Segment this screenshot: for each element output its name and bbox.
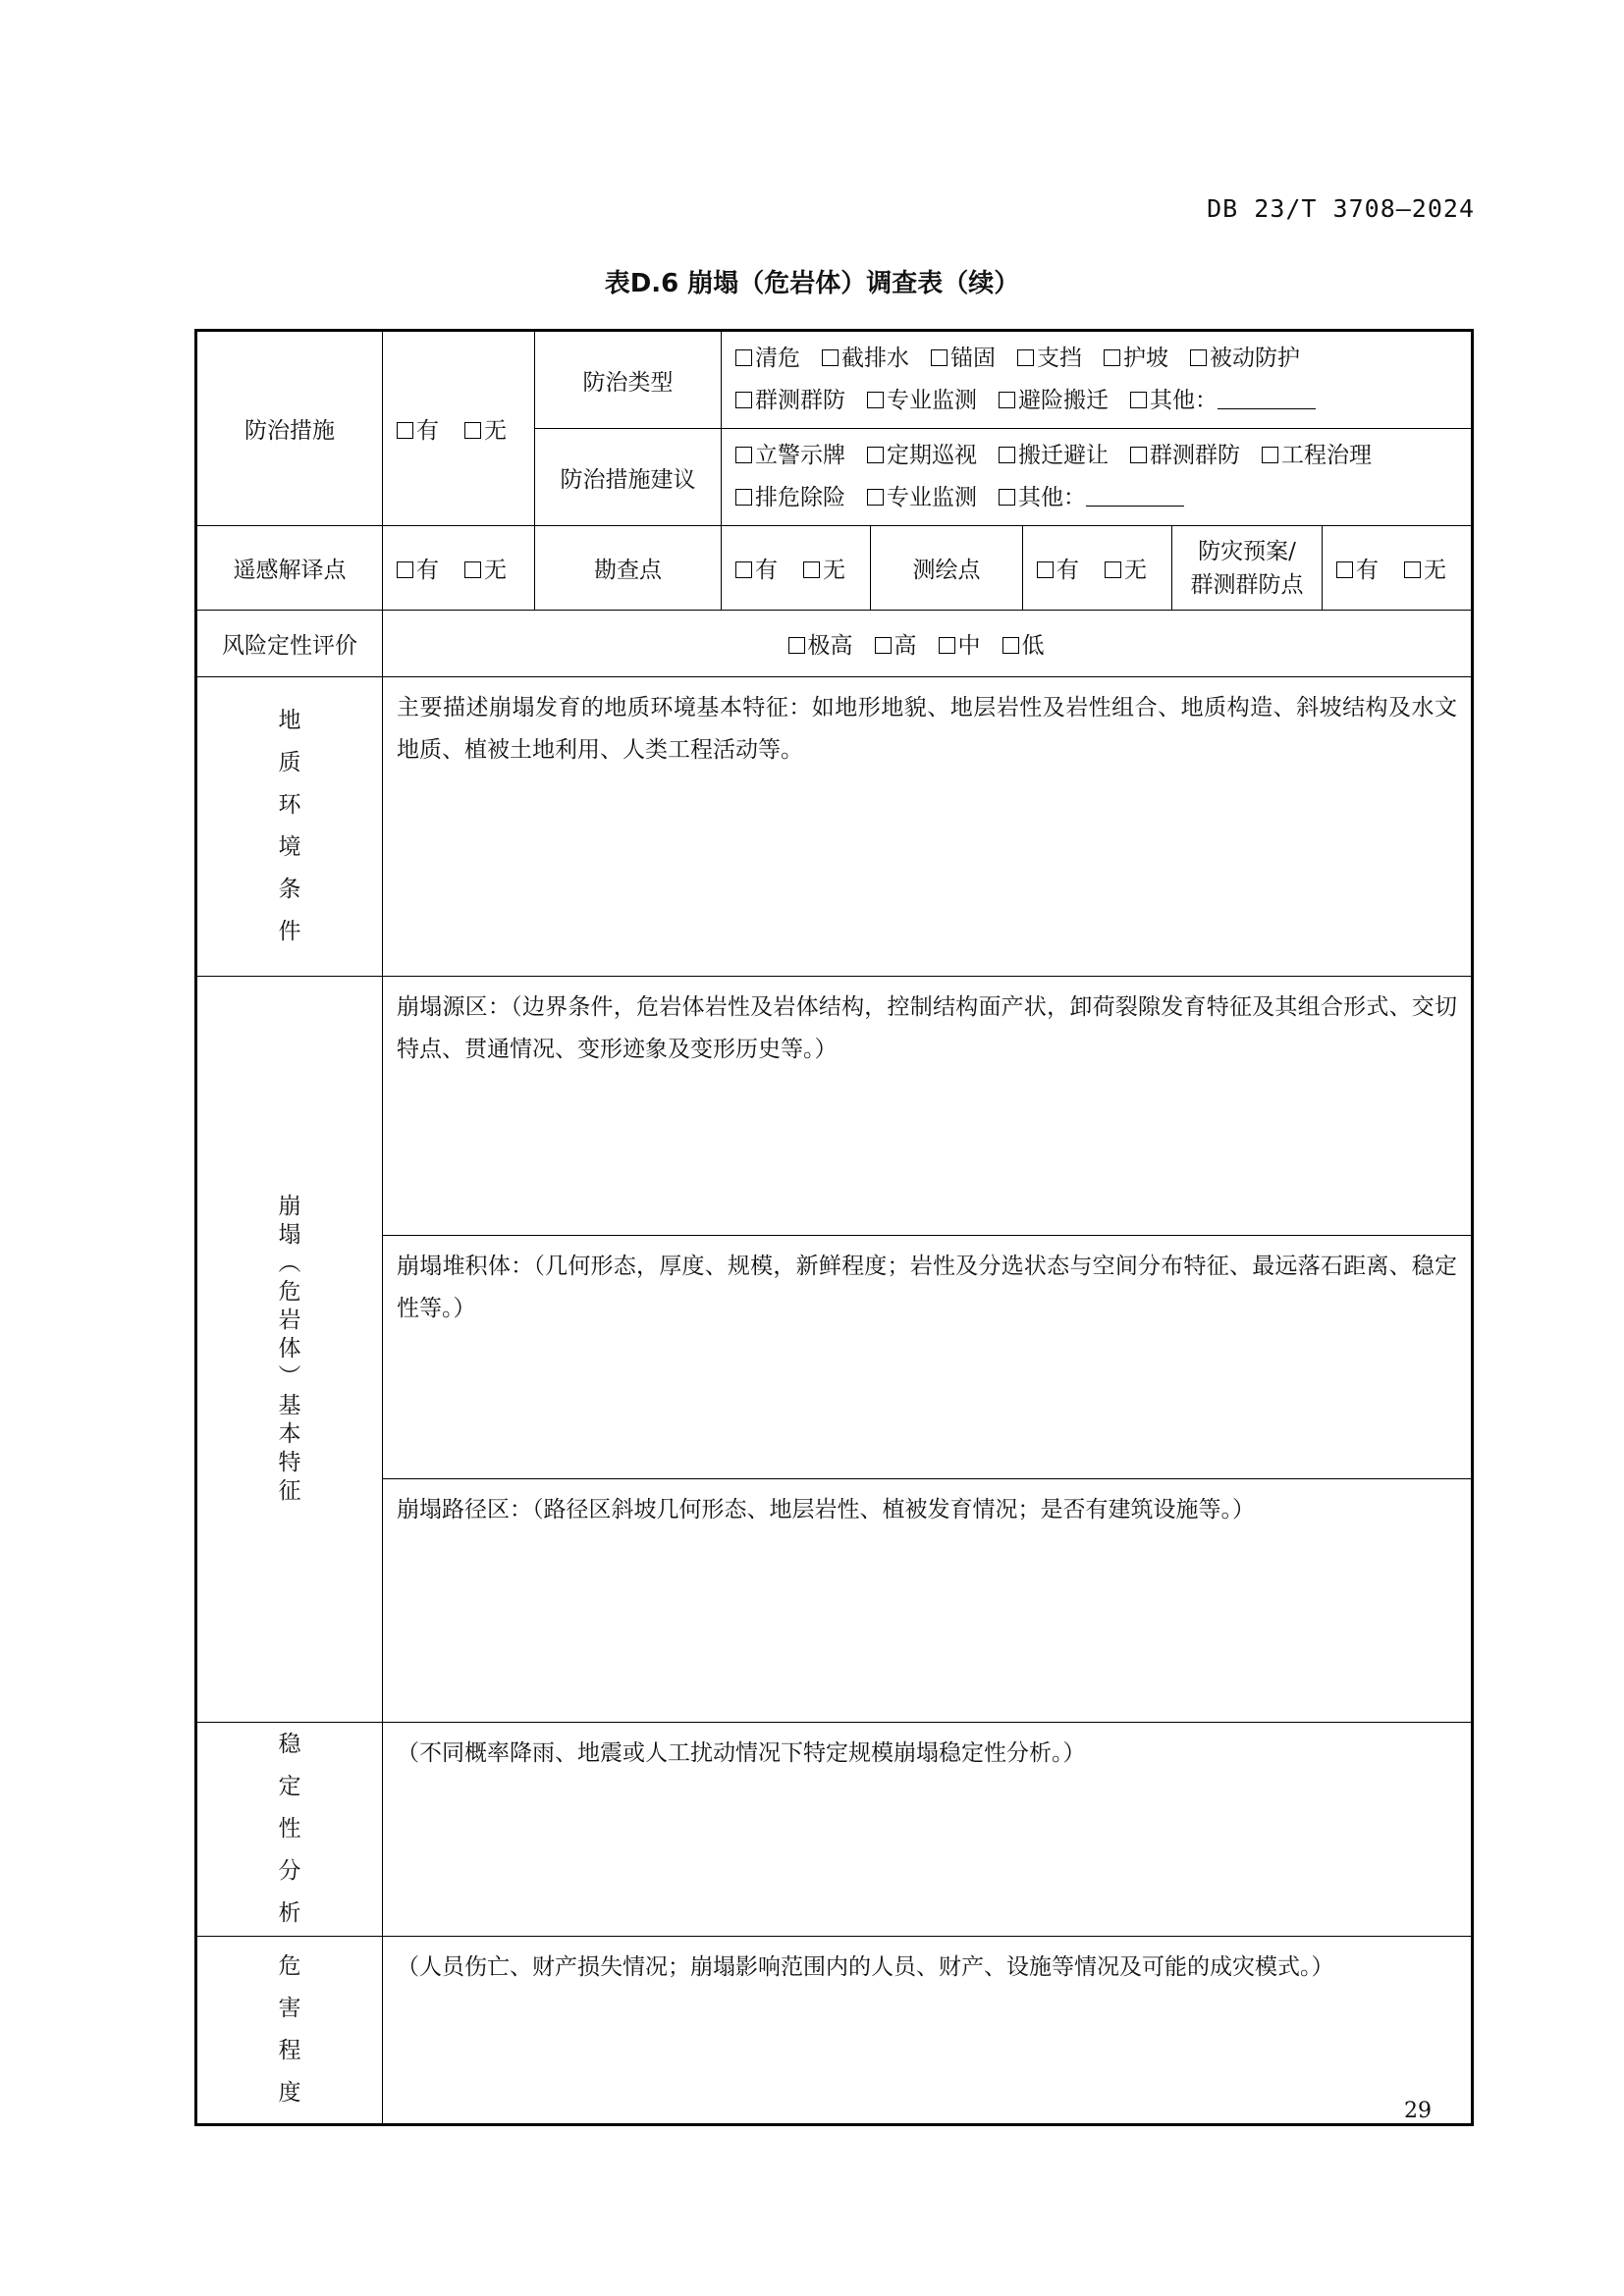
checkbox-icon[interactable] bbox=[1002, 637, 1019, 654]
option-no[interactable]: 无 bbox=[464, 412, 507, 445]
option-zhidang[interactable]: 支挡 bbox=[1017, 338, 1082, 380]
checkbox-icon[interactable] bbox=[875, 637, 892, 654]
survey-form-table bbox=[194, 329, 1474, 2126]
disaster-plan-label bbox=[1172, 526, 1323, 611]
checkbox-icon[interactable] bbox=[1017, 349, 1034, 366]
option-hupo[interactable]: 护坡 bbox=[1104, 338, 1168, 380]
option-no[interactable]: 无 bbox=[464, 552, 507, 584]
page-number: 29 bbox=[1404, 2099, 1432, 2123]
mapping-point-label: 测绘点 bbox=[871, 526, 1023, 611]
checkbox-icon[interactable] bbox=[464, 561, 481, 578]
disaster-plan-yes-no bbox=[1323, 526, 1473, 611]
option-high[interactable]: 高 bbox=[875, 627, 917, 660]
checkbox-icon[interactable] bbox=[931, 349, 947, 366]
hazard-desc[interactable]: （人员伤亡、财产损失情况；崩塌影响范围内的人员、财产、设施等情况及可能的成灾模式。） bbox=[383, 1937, 1473, 2125]
option-medium[interactable]: 中 bbox=[939, 627, 981, 660]
option-yes[interactable]: 有 bbox=[735, 552, 778, 584]
option-yes[interactable]: 有 bbox=[397, 412, 439, 445]
risk-label: 风险定性评价 bbox=[196, 611, 383, 677]
checkbox-icon[interactable] bbox=[735, 349, 752, 366]
remote-sensing-label: 遥感解译点 bbox=[196, 526, 383, 611]
option-quncequnfang[interactable]: 群测群防 bbox=[735, 380, 845, 422]
checkbox-icon[interactable] bbox=[1104, 349, 1120, 366]
measure-type-options bbox=[722, 331, 1473, 429]
basic-features-label: 崩 塌 ︵ 危 岩 体 ︶ 基 本 特 征 bbox=[196, 977, 383, 1723]
option-low[interactable]: 低 bbox=[1002, 627, 1045, 660]
standard-number: DB 23/T 3708—2024 bbox=[1207, 194, 1475, 223]
checkbox-icon[interactable] bbox=[1037, 561, 1054, 578]
hazard-label: 危 害 程 度 bbox=[196, 1937, 383, 2125]
survey-point-label: 勘查点 bbox=[535, 526, 722, 611]
option-very-high[interactable]: 极高 bbox=[788, 627, 853, 660]
checkbox-icon[interactable] bbox=[867, 392, 884, 408]
option-no[interactable]: 无 bbox=[803, 552, 845, 584]
checkbox-icon[interactable] bbox=[939, 637, 955, 654]
checkbox-icon[interactable] bbox=[1130, 447, 1147, 463]
checkbox-icon[interactable] bbox=[788, 637, 805, 654]
deposit-desc[interactable]: 崩塌堆积体：（几何形态，厚度、规模，新鲜程度；岩性及分选状态与空间分布特征、最远落石距离、稳定性等。） bbox=[383, 1236, 1473, 1479]
option-banqianbirang[interactable]: 搬迁避让 bbox=[999, 435, 1109, 477]
risk-options bbox=[383, 611, 1473, 677]
option-yes[interactable]: 有 bbox=[1336, 552, 1379, 584]
checkbox-icon[interactable] bbox=[1190, 349, 1207, 366]
measure-suggest-label: 防治措施建议 bbox=[535, 429, 722, 526]
option-jiepaishui[interactable]: 截排水 bbox=[822, 338, 909, 380]
checkbox-icon[interactable] bbox=[397, 422, 413, 439]
option-other-2[interactable]: 其他： bbox=[999, 477, 1184, 519]
option-maogu[interactable]: 锚固 bbox=[931, 338, 996, 380]
stability-desc[interactable]: （不同概率降雨、地震或人工扰动情况下特定规模崩塌稳定性分析。） bbox=[383, 1723, 1473, 1937]
checkbox-icon[interactable] bbox=[867, 447, 884, 463]
option-bixianbanqian[interactable]: 避险搬迁 bbox=[999, 380, 1109, 422]
disaster-plan-label-line2: 群测群防点 bbox=[1190, 571, 1304, 598]
checkbox-icon[interactable] bbox=[999, 392, 1015, 408]
checkbox-icon[interactable] bbox=[1130, 392, 1147, 408]
checkbox-icon[interactable] bbox=[397, 561, 413, 578]
checkbox-icon[interactable] bbox=[735, 561, 752, 578]
stability-label: 稳 定 性 分 析 bbox=[196, 1723, 383, 1937]
option-zhuanyejiance[interactable]: 专业监测 bbox=[867, 380, 977, 422]
other-blank-field[interactable] bbox=[1218, 391, 1316, 409]
source-area-desc[interactable]: 崩塌源区：（边界条件，危岩体岩性及岩体结构，控制结构面产状，卸荷裂隙发育特征及其组合形式、交切特点、贯通情况、变形迹象及变形历史等。） bbox=[383, 977, 1473, 1236]
checkbox-icon[interactable] bbox=[1404, 561, 1421, 578]
table-title: 表D.6 崩塌（危岩体）调查表（续） bbox=[604, 269, 1020, 298]
option-paiweichuxian[interactable]: 排危除险 bbox=[735, 477, 845, 519]
option-gongchengzhili[interactable]: 工程治理 bbox=[1262, 435, 1372, 477]
checkbox-icon[interactable] bbox=[803, 561, 820, 578]
option-other[interactable]: 其他： bbox=[1130, 380, 1316, 422]
checkbox-icon[interactable] bbox=[1262, 447, 1278, 463]
other-blank-field[interactable] bbox=[1086, 488, 1184, 507]
checkbox-icon[interactable] bbox=[464, 422, 481, 439]
geo-env-desc[interactable]: 主要描述崩塌发育的地质环境基本特征：如地形地貌、地层岩性及岩性组合、地质构造、斜坡结构及水文地质、植被土地利用、人类工程活动等。 bbox=[383, 677, 1473, 977]
option-quncequnfang-2[interactable]: 群测群防 bbox=[1130, 435, 1240, 477]
measures-yes-no bbox=[383, 331, 535, 526]
option-yes[interactable]: 有 bbox=[1037, 552, 1079, 584]
checkbox-icon[interactable] bbox=[999, 447, 1015, 463]
option-dingqixunshi[interactable]: 定期巡视 bbox=[867, 435, 977, 477]
checkbox-icon[interactable] bbox=[1336, 561, 1353, 578]
survey-point-yes-no bbox=[722, 526, 871, 611]
option-zhuanyejiance-2[interactable]: 专业监测 bbox=[867, 477, 977, 519]
geo-env-label: 地 质 环 境 条 件 bbox=[196, 677, 383, 977]
option-beidongfanghu[interactable]: 被动防护 bbox=[1190, 338, 1300, 380]
path-area-desc[interactable]: 崩塌路径区：（路径区斜坡几何形态、地层岩性、植被发育情况；是否有建筑设施等。） bbox=[383, 1479, 1473, 1723]
mapping-point-yes-no bbox=[1023, 526, 1172, 611]
measure-type-label: 防治类型 bbox=[535, 331, 722, 429]
disaster-plan-label-line1: 防灾预案/ bbox=[1198, 538, 1296, 564]
checkbox-icon[interactable] bbox=[822, 349, 839, 366]
option-qingwei[interactable]: 清危 bbox=[735, 338, 800, 380]
option-jingshipai[interactable]: 立警示牌 bbox=[735, 435, 845, 477]
checkbox-icon[interactable] bbox=[867, 489, 884, 506]
option-yes[interactable]: 有 bbox=[397, 552, 439, 584]
measure-suggest-options bbox=[722, 429, 1473, 526]
checkbox-icon[interactable] bbox=[735, 392, 752, 408]
option-no[interactable]: 无 bbox=[1404, 552, 1446, 584]
option-no[interactable]: 无 bbox=[1105, 552, 1147, 584]
measures-label: 防治措施 bbox=[196, 331, 383, 526]
checkbox-icon[interactable] bbox=[735, 447, 752, 463]
checkbox-icon[interactable] bbox=[999, 489, 1015, 506]
checkbox-icon[interactable] bbox=[1105, 561, 1121, 578]
remote-sensing-yes-no bbox=[383, 526, 535, 611]
checkbox-icon[interactable] bbox=[735, 489, 752, 506]
